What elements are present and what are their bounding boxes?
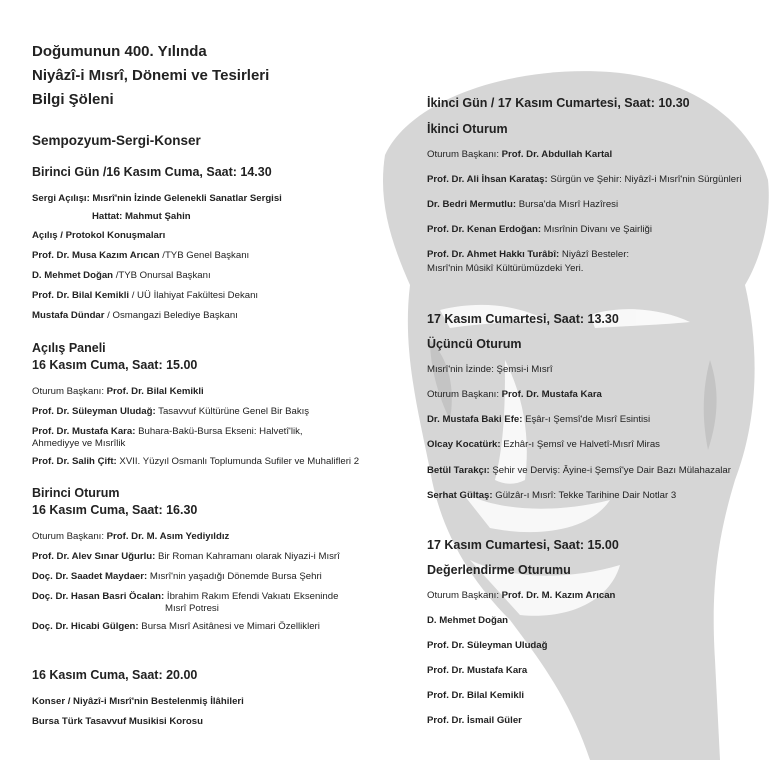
panel-item: Prof. Dr. Salih Çift: XVII. Yüzyıl Osmanlı Toplumunda Sufiler ve Muhalifleri 2 [32,456,360,467]
opening-item: D. Mehmet Doğan /TYB Onursal Başkanı [32,270,211,281]
session1-item-continuation: Mısrî Potresi [165,603,219,614]
session3-item: Olcay Kocatürk: Ezhâr-ı Şemsî ve Halvetî-Mısrî Miras [427,439,660,450]
session1-item: Prof. Dr. Alev Sınar Uğurlu: Bir Roman Kahramanı olarak Niyazi-i Mısrî [32,551,340,562]
session1-heading: Birinci Oturum [32,486,120,500]
page-title-line-2: Niyâzî-i Mısrî, Dönemi ve Tesirleri [32,67,270,84]
page-title-line-1: Doğumunun 400. Yılında [32,43,207,60]
session4-member: Prof. Dr. Mustafa Kara [427,665,528,676]
session2-item: Prof. Dr. Kenan Erdoğan: Mısrînin Divanı ve Şairliği [427,224,652,235]
session3-heading: Üçüncü Oturum [427,337,522,351]
session3-time-heading: 17 Kasım Cumartesi, Saat: 13.30 [427,312,619,326]
session4-member: Prof. Dr. Süleyman Uludağ [427,640,548,651]
panel-time-heading: 16 Kasım Cuma, Saat: 15.00 [32,358,198,372]
day1-heading: Birinci Gün /16 Kasım Cuma, Saat: 14.30 [32,165,272,179]
session4-member: Prof. Dr. İsmail Güler [427,715,522,726]
session2-item: Prof. Dr. Ahmet Hakkı Turâbî: Niyâzî Besteler: [427,249,630,260]
opening-item: Prof. Dr. Bilal Kemikli / UÜ İlahiyat Fakültesi Dekanı [32,290,259,301]
session2-item-continuation: Mısrî'nin Mûsikî Kültürümüzdeki Yeri. [427,263,584,274]
panel-item-continuation: Ahmediyye ve Mısrîlik [32,438,126,449]
opening-item: Sergi Açılışı: Mısrî'nin İzinde Gelenekli Sanatlar Sergisi [32,193,282,204]
panel-heading: Açılış Paneli [32,341,106,355]
session4-time-heading: 17 Kasım Cumartesi, Saat: 15.00 [427,538,619,552]
day2-heading: İkinci Gün / 17 Kasım Cumartesi, Saat: 10.30 [427,96,690,110]
session1-item: Doç. Dr. Hicabi Gülgen: Bursa Mısrî Asitânesi ve Mimari Özellikleri [32,621,320,632]
opening-item: Açılış / Protokol Konuşmaları [32,230,166,241]
session2-item: Dr. Bedri Mermutlu: Bursa'da Mısrî Hazîresi [427,199,619,210]
session2-heading: İkinci Oturum [427,122,508,136]
session3-chair: Oturum Başkanı: Prof. Dr. Mustafa Kara [427,389,602,400]
panel-item: Prof. Dr. Mustafa Kara: Buhara-Bakü-Bursa Ekseni: Halvetî'lik, [32,426,303,437]
opening-item: Mustafa Dündar / Osmangazi Belediye Başkanı [32,310,238,321]
session2-chair: Oturum Başkanı: Prof. Dr. Abdullah Kartal [427,149,613,160]
concert-line: Bursa Türk Tasavvuf Musikisi Korosu [32,716,203,727]
portrait-silhouette-background [290,60,780,760]
session3-item: Dr. Mustafa Baki Efe: Eşâr-ı Şemsî'de Mısrî Esintisi [427,414,651,425]
concert-line: Konser / Niyâzî-i Mısrî'nin Bestelenmiş İlâhileri [32,696,244,707]
session4-heading: Değerlendirme Oturumu [427,563,571,577]
session2-item: Prof. Dr. Ali İhsan Karataş: Sürgün ve Şehir: Niyâzî-i Mısrî'nin Sürgünleri [427,174,742,185]
session3-item: Betül Tarakçı: Şehir ve Derviş: Âyine-i Şemsî'ye Dair Bazı Mülahazalar [427,465,731,476]
session1-item: Doç. Dr. Saadet Maydaer: Mısrî'nin yaşadığı Dönemde Bursa Şehri [32,571,322,582]
session1-time-heading: 16 Kasım Cuma, Saat: 16.30 [32,503,198,517]
opening-item: Hattat: Mahmut Şahin [92,211,191,222]
panel-chair: Oturum Başkanı: Prof. Dr. Bilal Kemikli [32,386,204,397]
session1-chair: Oturum Başkanı: Prof. Dr. M. Asım Yediyıldız [32,531,230,542]
session3-intro: Mısrî'nin İzinde: Şemsi-i Mısrî [427,364,553,375]
concert-heading: 16 Kasım Cuma, Saat: 20.00 [32,668,198,682]
page-title-line-3: Bilgi Şöleni [32,91,114,108]
event-subtitle: Sempozyum-Sergi-Konser [32,133,201,148]
session4-chair: Oturum Başkanı: Prof. Dr. M. Kazım Arıcan [427,590,616,601]
session4-member: Prof. Dr. Bilal Kemikli [427,690,525,701]
session4-member: D. Mehmet Doğan [427,615,509,626]
session1-item: Doç. Dr. Hasan Basri Öcalan: İbrahim Rakım Efendi Vakıatı Ekseninde [32,591,339,602]
opening-item: Prof. Dr. Musa Kazım Arıcan /TYB Genel Başkanı [32,250,250,261]
panel-item: Prof. Dr. Süleyman Uludağ: Tasavvuf Kültürüne Genel Bir Bakış [32,406,310,417]
session3-item: Serhat Gültaş: Gülzâr-ı Mısrî: Tekke Tarihine Dair Notlar 3 [427,490,677,501]
